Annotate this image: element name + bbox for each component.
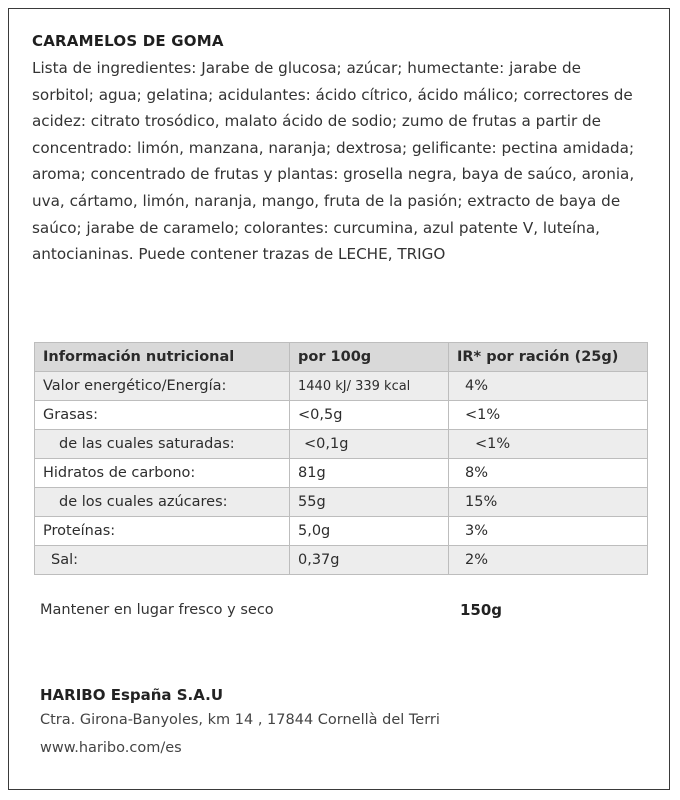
nutrient-label: Valor energético/Energía: <box>35 372 290 401</box>
nutrient-label: de los cuales azúcares: <box>35 488 290 517</box>
header-ir-per-serving: IR* por ración (25g) <box>449 343 648 372</box>
nutrient-ir: 3% <box>449 517 648 546</box>
company-address: Ctra. Girona-Banyoles, km 14 , 17844 Cornellà del Terri <box>40 712 440 728</box>
nutrient-per100: 81g <box>290 459 449 488</box>
nutrition-row-saturated <box>35 430 648 459</box>
nutrient-ir: <1% <box>449 401 648 430</box>
nutrient-label: Grasas: <box>35 401 290 430</box>
nutrient-ir: 8% <box>449 459 648 488</box>
nutrition-row-salt <box>35 546 648 575</box>
nutrition-row-carbohydrates <box>35 459 648 488</box>
nutrient-per100: <0,5g <box>290 401 449 430</box>
nutrient-per100: 5,0g <box>290 517 449 546</box>
nutrient-per100: <0,1g <box>290 430 449 459</box>
nutrition-table <box>34 342 648 575</box>
nutrient-ir: 2% <box>449 546 648 575</box>
nutrient-ir: <1% <box>449 430 648 459</box>
nutrient-label: Proteínas: <box>35 517 290 546</box>
nutrient-per100: 0,37g <box>290 546 449 575</box>
net-weight: 150g <box>460 601 503 619</box>
ingredients-list: Lista de ingredientes: Jarabe de glucosa; azúcar; humectante: jarabe de sorbitol; agua; gelatina; acidulantes: ácido cítrico, ácido málico; correctores de acidez: citrato trosódico, malato ácido de sodio; zumo de frutas a partir de concentrado: limón, manzana, naranja; dextrosa; gelificante: pectina amidada; aroma; concentrado de frutas y plantas: grosella negra, baya de saúco, aronia, uva, cártamo, limón, naranja, mango, fruta de la pasión; extracto de baya de saúco; jarabe de caramelo; colorantes: curcumina, azul patente V, luteína, antocianinas. Puede contener trazas de LECHE, TRIGO <box>32 59 635 264</box>
nutrition-row-fat <box>35 401 648 430</box>
nutrition-row-energy <box>35 372 648 401</box>
nutrition-header-row <box>35 343 648 372</box>
header-nutrition-info: Información nutricional <box>35 343 290 372</box>
storage-instructions: Mantener en lugar fresco y seco <box>40 602 274 618</box>
header-per-100g: por 100g <box>290 343 449 372</box>
nutrient-ir: 4% <box>449 372 648 401</box>
nutrition-row-protein <box>35 517 648 546</box>
company-name: HARIBO España S.A.U <box>40 686 224 704</box>
nutrient-ir: 15% <box>449 488 648 517</box>
nutrient-per100: 55g <box>290 488 449 517</box>
nutrition-row-sugars <box>35 488 648 517</box>
nutrient-label: Sal: <box>35 546 290 575</box>
product-title: CARAMELOS DE GOMA <box>32 32 224 50</box>
nutrient-label: Hidratos de carbono: <box>35 459 290 488</box>
nutrient-per100: 1440 kJ/ 339 kcal <box>290 372 449 401</box>
company-website: www.haribo.com/es <box>40 740 182 756</box>
nutrient-label: de las cuales saturadas: <box>35 430 290 459</box>
